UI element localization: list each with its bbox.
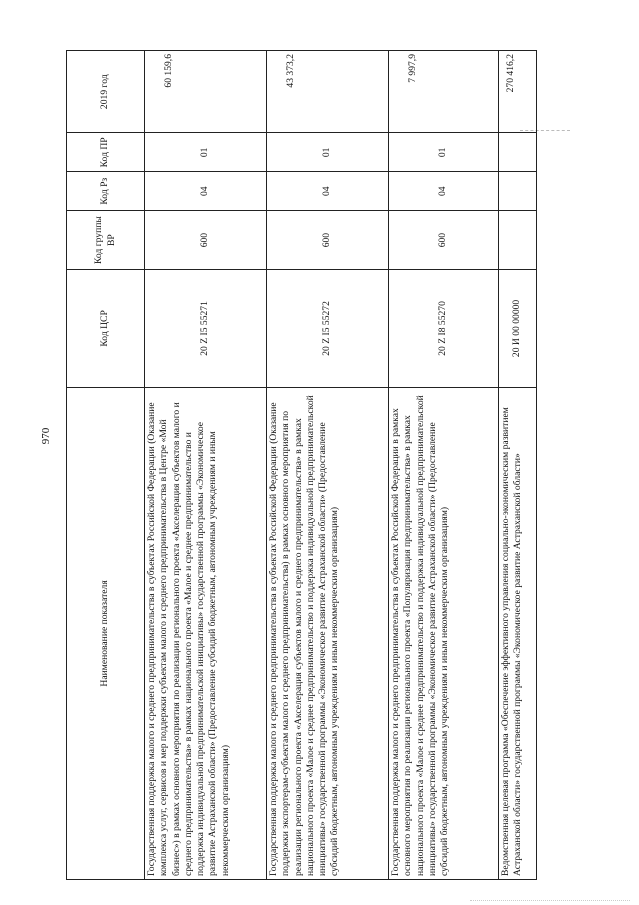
table-row [499, 51, 537, 880]
row-year: 7 997,9 [389, 51, 499, 133]
row-name: Государственная поддержка малого и среднего предпринимательства в субъектах Российской Федерации (Оказание комплекса услуг, сервисов и мер поддержки субъектам малого и среднего предпринимательства в Центре «Мой бизнес») в рамках основного мероприятия по реализации регионального проекта «Акселерация субъектов малого и среднего предпринимательства» в рамках национального проекта «Малое и среднее предпринимательство и поддержка индивидуальной предпринимательской инициативы» государственной программы «Экономическое развитие Астраханской области» (Предоставление субсидий бюджетным, автономным учреждениям и иным некоммерческим организациям) [145, 387, 267, 879]
row-vr: 600 [145, 211, 267, 270]
row-pr: 01 [145, 133, 267, 172]
header-rz: Код Рз [67, 172, 145, 211]
row-year: 43 373,2 [267, 51, 389, 133]
row-csr: 20 Z I8 55270 [389, 270, 499, 388]
budget-table-rotated [66, 50, 536, 880]
row-name: Государственная поддержка малого и среднего предпринимательства в субъектах Российской Федерации (Оказание поддержки экспортерам-субъектам малого и среднего предпринимательства) в рамках основного мероприятия по реализации регионального проекта «Акселерация субъектов малого и среднего предпринимательства» в рамках национального проекта «Малое и среднее предпринимательство и поддержка индивидуальной предпринимательской инициативы» государственной программы «Экономическое развитие Астраханской области» (Предоставление субсидий бюджетным, автономным учреждениям и иным некоммерческим организациям) [267, 387, 389, 879]
row-pr [499, 133, 537, 172]
header-year: 2019 год [67, 51, 145, 133]
table-row [389, 51, 499, 880]
page-number: 970 [40, 427, 52, 445]
row-year: 270 416,2 [499, 51, 537, 133]
table-row [145, 51, 267, 880]
row-vr: 600 [267, 211, 389, 270]
row-vr: 600 [389, 211, 499, 270]
row-rz [499, 172, 537, 211]
row-rz: 04 [145, 172, 267, 211]
header-name: Наименование показателя [67, 387, 145, 879]
row-vr [499, 211, 537, 270]
budget-table [66, 50, 537, 880]
row-year: 60 159,6 [145, 51, 267, 133]
row-name: Ведомственная целевая программа «Обеспечение эффективного управления социально-экономическим развитием Астраханской области» государственной программы «Экономическое развитие Астраханской области» [499, 387, 537, 879]
header-pr: Код ПР [67, 133, 145, 172]
header-csr: Код ЦСР [67, 270, 145, 388]
row-csr: 20 Z I5 55271 [145, 270, 267, 388]
row-pr: 01 [389, 133, 499, 172]
row-csr: 20 И 00 00000 [499, 270, 537, 388]
scan-artifact [470, 900, 630, 902]
row-csr: 20 Z I5 55272 [267, 270, 389, 388]
row-rz: 04 [389, 172, 499, 211]
row-rz: 04 [267, 172, 389, 211]
row-pr: 01 [267, 133, 389, 172]
row-name: Государственная поддержка малого и среднего предпринимательства в субъектах Российской Федерации в рамках основного мероприятия по реализации регионального проекта «Популяризация предпринимательства» в рамках национального проекта «Малое и среднее предпринимательство и поддержка индивидуальной предпринимательской инициативы» государственной программы «Экономическое развитие Астраханской области» (Предоставление субсидий бюджетным, автономным учреждениям и иным некоммерческим организациям) [389, 387, 499, 879]
header-vr: Код группы ВР [67, 211, 145, 270]
table-row [267, 51, 389, 880]
